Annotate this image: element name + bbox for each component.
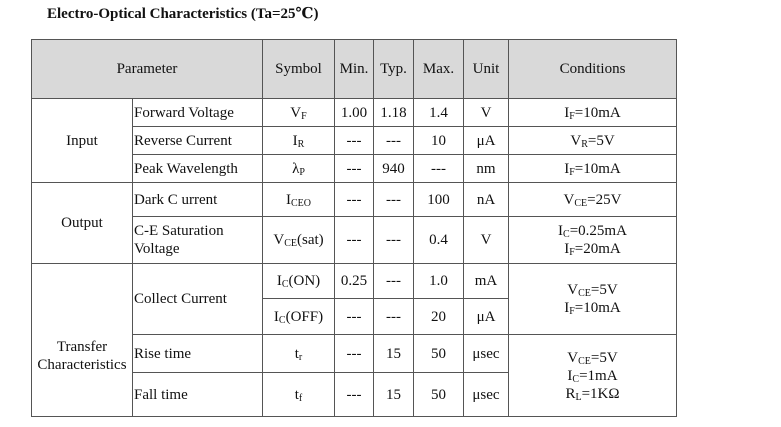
max-cell: 50 [414,335,464,373]
max-cell: 1.4 [414,99,464,127]
min-cell: --- [335,217,374,264]
unit-cell: mA [464,264,509,299]
max-cell: --- [414,155,464,183]
header-conditions: Conditions [509,40,677,99]
min-cell: --- [335,127,374,155]
header-unit: Unit [464,40,509,99]
symbol-cell: $I_{CEO}$ [263,183,335,217]
typ-cell: --- [374,264,414,299]
max-cell: 1.0 [414,264,464,299]
symbol-cell: $\lambda_P$ [263,155,335,183]
min-cell: --- [335,183,374,217]
table-row [32,99,677,127]
param-cell: Fall time [133,373,263,417]
typ-cell: --- [374,217,414,264]
min-cell: --- [335,373,374,417]
unit-cell: nm [464,155,509,183]
symbol-cell: $V_F$ [263,99,335,127]
unit-cell: μsec [464,373,509,417]
typ-cell: 940 [374,155,414,183]
min-cell: --- [335,155,374,183]
characteristics-table [31,39,677,417]
param-cell: Dark C urrent [133,183,263,217]
param-cell: Peak Wavelength [133,155,263,183]
header-typ: Typ. [374,40,414,99]
unit-cell: μsec [464,335,509,373]
max-cell: 50 [414,373,464,417]
typ-cell: --- [374,299,414,335]
symbol-cell: $t_r$ [263,335,335,373]
header-max: Max. [414,40,464,99]
max-cell: 100 [414,183,464,217]
header-min: Min. [335,40,374,99]
min-cell: 1.00 [335,99,374,127]
conditions-cell: $I_F=10mA$ [509,155,677,183]
header-row [32,40,677,99]
typ-cell: --- [374,183,414,217]
conditions-cell: $I_F=10mA$ [509,99,677,127]
unit-cell: μA [464,127,509,155]
conditions-cell: $V_{CE}=5V$ $I_F=10mA$ [509,264,677,335]
param-cell: Forward Voltage [133,99,263,127]
param-cell: C-E Saturation Voltage [133,217,263,264]
header-symbol: Symbol [263,40,335,99]
conditions-cell: $V_{CE}=5V$ $I_C=1mA$ $R_L=1K\Omega$ [509,335,677,417]
unit-cell: nA [464,183,509,217]
conditions-cell: $V_R=5V$ [509,127,677,155]
max-cell: 10 [414,127,464,155]
max-cell: 20 [414,299,464,335]
typ-cell: 15 [374,373,414,417]
table-row [32,183,677,217]
typ-cell: 1.18 [374,99,414,127]
typ-cell: --- [374,127,414,155]
table-row [32,264,677,299]
group-output: Output [32,183,133,264]
group-transfer: Transfer Characteristics [32,264,133,417]
symbol-cell: $I_R$ [263,127,335,155]
min-cell: --- [335,299,374,335]
symbol-cell: $I_C(OFF)$ [263,299,335,335]
conditions-cell: $I_C=0.25mA$ $I_F=20mA$ [509,217,677,264]
symbol-cell: $I_C(ON)$ [263,264,335,299]
header-parameter: Parameter [32,40,263,99]
typ-cell: 15 [374,335,414,373]
param-cell: Reverse Current [133,127,263,155]
unit-cell: V [464,217,509,264]
unit-cell: V [464,99,509,127]
symbol-cell: $t_f$ [263,373,335,417]
min-cell: --- [335,335,374,373]
min-cell: 0.25 [335,264,374,299]
param-cell: Rise time [133,335,263,373]
param-cell: Collect Current [133,264,263,335]
document-title: Electro-Optical Characteristics (Ta=25℃) [47,6,319,22]
unit-cell: μA [464,299,509,335]
symbol-cell: $V_{CE}(sat)$ [263,217,335,264]
conditions-cell: $V_{CE}=25V$ [509,183,677,217]
group-input: Input [32,99,133,183]
max-cell: 0.4 [414,217,464,264]
